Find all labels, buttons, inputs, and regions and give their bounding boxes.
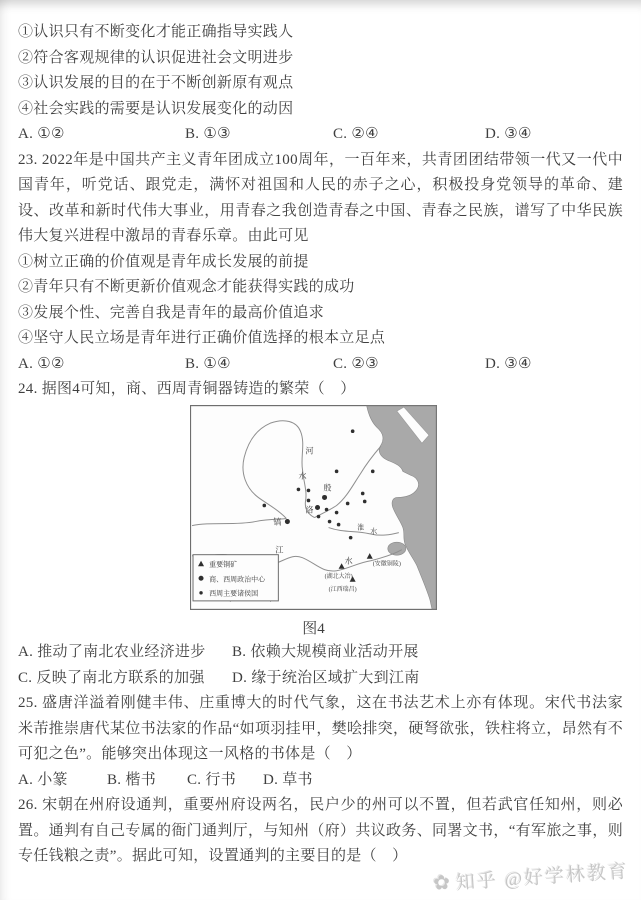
q24-choice-d: D. 缘于统治区域扩大到江南 — [232, 670, 420, 686]
label-he-river-1: 河 — [305, 445, 314, 455]
q23-item-3: ③发展个性、完善自我是青年的最高价值追求 — [18, 304, 325, 321]
label-luo: 洛 — [305, 505, 314, 515]
q22-item-1: ①认识只有不断变化才能正确指导实践人 — [18, 24, 294, 40]
q24-choice-b: B. 依赖大规模商业活动开展 — [232, 644, 419, 660]
q23-choice-b: B. ①④ — [185, 355, 231, 372]
figure-4 — [190, 405, 437, 640]
q24-stem: 24. 据图4可知，商、西周青铜器铸造的繁荣（ ） — [18, 381, 356, 397]
label-huai-river-2: 水 — [370, 527, 378, 536]
q22-item-3: ③认识发展的目的在于不断创新原有观点 — [18, 75, 294, 91]
q23-stem: 23. 2022年是中国共产主义青年团成立100周年，一百年来，共青团团结带领一代又一代中国青年，听党话、跟党走，满怀对祖国和人民的赤子之心，积极投身党领导的革命、建设、改革和新时代伟大事业，用青春之我创造青春之中国、青春之民族，谱写了中华民族伟大复兴进程中激昂的青春乐章。由此可见 — [18, 151, 623, 244]
map-legend — [193, 554, 278, 600]
q23-item-4: ④坚守人民立场是青年进行正确价值选择的根本立足点 — [18, 330, 386, 346]
legend-center-icon — [199, 575, 204, 580]
q23-item-2: ②青年只有不断更新价值观念才能获得实践的成功 — [18, 279, 355, 295]
q25-choice-c: C. 行书 — [187, 771, 237, 788]
label-jiangxi-ruichang: (江西瑞昌) — [328, 586, 357, 593]
q23-choice-c: C. ②③ — [333, 355, 379, 372]
bronze-map — [190, 405, 437, 610]
label-hao: 镐 — [273, 517, 282, 527]
q25-stem: 25. 盛唐洋溢着刚健丰伟、庄重博大的时代气象，这在书法艺术上亦有体现。宋代书法家米芾推崇唐代某位书法家的作品“如项羽挂甲，樊哙排突，硬弩欲张，铁柱将立，昂然有不可犯之色”。能够突出体现这一风格的书体是（ ） — [18, 695, 623, 762]
label-jiang-river-2: 水 — [344, 556, 353, 566]
q22-choice-c: C. ②④ — [333, 126, 379, 142]
legend-vassal-icon — [199, 591, 202, 594]
q22-item-2: ②符合客观规律的认识促进社会文明进步 — [18, 49, 294, 66]
label-he-river-2: 水 — [298, 470, 307, 480]
q26-stem: 26. 宋朝在州府设通判，重要州府设两名，民户少的州可以不置，但若武官任知州，则必置。通判有自己专属的衙门通判厅，与知州（府）共议政务、同署文书，“有军旅之事，则专任钱粮之责”。据此可知，设置通判的主要目的是（ ） — [18, 797, 623, 864]
label-hubei-daye: (湖北大冶) — [324, 573, 353, 580]
label-anhui-tongling: (安徽铜陵) — [372, 561, 401, 568]
legend-mine-label: 重要铜矿 — [209, 560, 238, 569]
q23-item-1: ①树立正确的价值观是青年成长发展的前提 — [18, 253, 309, 270]
legend-vassal-label: 西周主要诸侯国 — [209, 588, 259, 597]
label-jiang-river-1: 江 — [275, 545, 284, 555]
q24-choice-a: A. 推动了南北农业经济进步 — [18, 644, 206, 660]
watermark-logo-icon: ✿ — [432, 871, 453, 895]
legend-center-label: 商、西周政治中心 — [209, 574, 266, 583]
q25-choice-b: B. 楷书 — [107, 771, 157, 788]
lake-shape — [388, 542, 406, 555]
q22-choice-a: A. ①② — [18, 126, 65, 142]
q25-choice-a: A. 小篆 — [18, 771, 68, 788]
label-yin: 殷 — [323, 482, 332, 492]
q22-choice-d: D. ③④ — [485, 126, 532, 142]
watermark-text: 知乎 @好学林教育 — [455, 861, 630, 895]
q22-choices — [18, 122, 623, 148]
q24-choices — [18, 639, 623, 691]
q23-choice-d: D. ③④ — [485, 355, 532, 372]
q25-choices — [18, 768, 623, 794]
figure-caption: 图4 — [302, 621, 325, 637]
q22-item-4: ④社会实践的需要是认识发展变化的动因 — [18, 100, 294, 117]
q22-choice-b: B. ①③ — [185, 126, 231, 142]
q23-choices — [18, 352, 623, 378]
label-huai-river-1: 淮 — [357, 523, 365, 532]
q24-choice-c: C. 反映了南北方联系的加强 — [18, 670, 205, 686]
q23-choice-a: A. ①② — [18, 355, 65, 372]
q25-choice-d: D. 草书 — [263, 771, 313, 788]
